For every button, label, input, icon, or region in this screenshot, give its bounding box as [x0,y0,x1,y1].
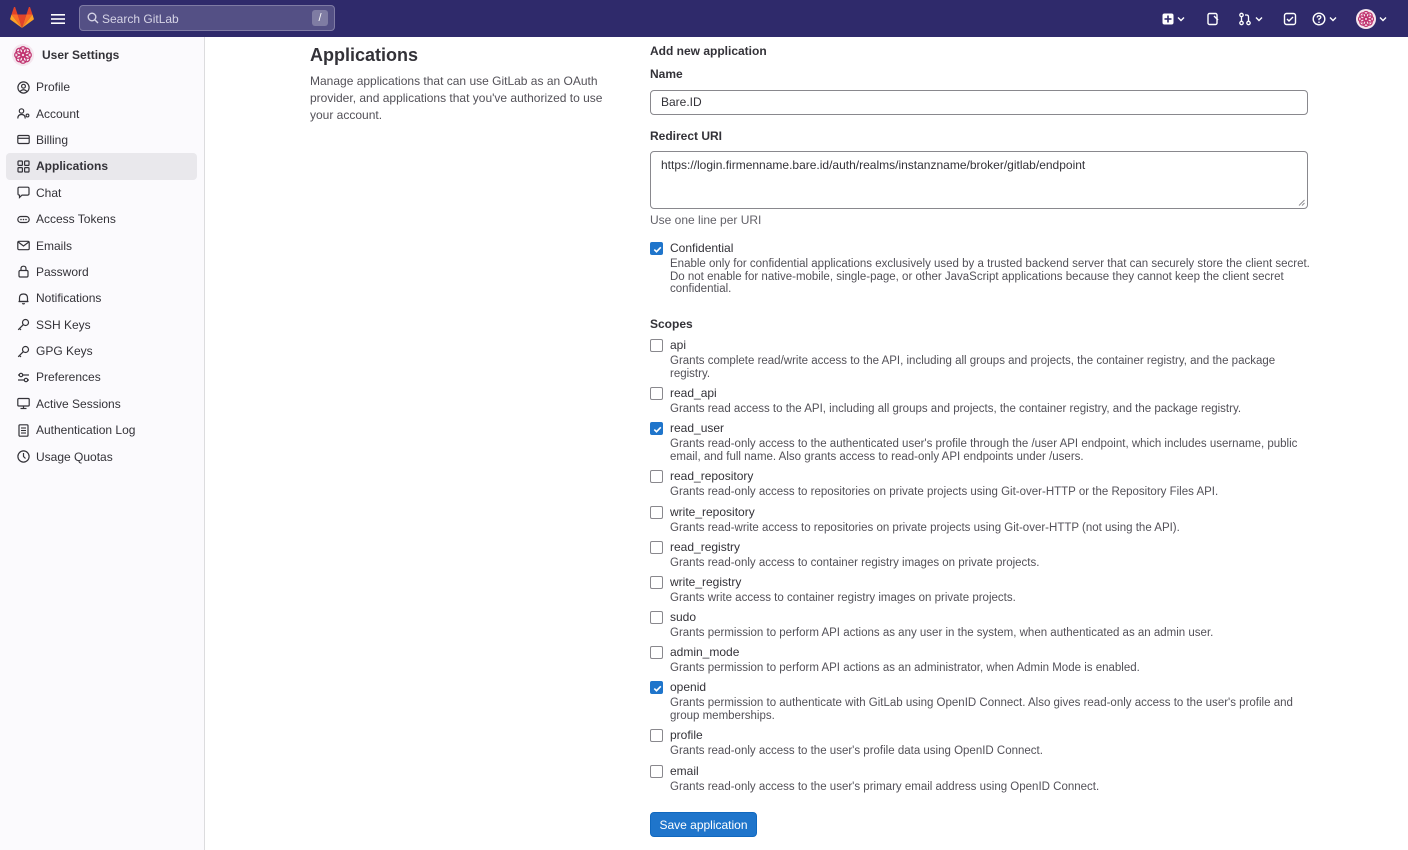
search-bar[interactable] [79,5,335,31]
scope-checkbox-read-registry[interactable] [650,541,663,554]
scope-checkbox-read-user[interactable] [650,422,663,435]
resize-handle-icon[interactable] [1298,199,1305,206]
scope-description: Grants permission to perform API actions as an administrator, when Admin Mode is enabled. [670,662,1140,674]
avatar [1356,9,1376,29]
check-icon [652,683,663,694]
sidebar-item-access-tokens[interactable] [6,206,197,232]
sidebar-item-usage-quotas[interactable] [6,443,197,469]
billing-icon [16,133,30,147]
quota-icon [16,450,30,464]
sidebar-nav [6,74,197,470]
sidebar [0,37,205,850]
sidebar-item-preferences[interactable] [6,364,197,390]
scope-description: Grants read-only access to container registry images on private projects. [670,557,1040,569]
page-title: Applications [310,45,419,65]
bell-icon [16,291,30,305]
search-shortcut-key: / [312,10,328,26]
sidebar-item-notifications[interactable] [6,285,197,311]
scope-description: Grants read-only access to the user's primary email address using OpenID Connect. [670,781,1100,793]
chevron-down-icon [1177,15,1185,23]
check-icon [652,424,663,435]
page-description: Manage applications that can use GitLab as an OAuth provider, and applications that you've authorized to use your account. [310,74,603,122]
search-placeholder: Search GitLab [102,12,179,26]
sidebar-item-label: Profile [36,80,71,95]
sidebar-item-label: Authentication Log [36,423,136,438]
chevron-down-icon [1255,15,1263,23]
scope-description: Grants read-only access to the user's profile data using OpenID Connect. [670,745,1043,757]
sidebar-item-label: Billing [36,132,69,147]
scope-name[interactable]: api [670,338,687,352]
scope-description: Grants read-write access to repositories on private projects using Git-over-HTTP (not using the API). [670,522,1180,534]
hamburger-menu-icon[interactable] [48,9,68,29]
name-label: Name [650,67,683,81]
form-heading: Add new application [650,44,767,58]
scope-name[interactable]: read_user [670,421,725,435]
gitlab-logo-icon[interactable] [10,7,34,29]
chevron-down-icon [1379,15,1387,23]
profile-icon [16,80,30,94]
merge-request-icon [1238,12,1252,26]
sidebar-context-title: User Settings [42,48,120,62]
issues-icon[interactable] [1206,0,1220,37]
confidential-description: Enable only for confidential applications exclusively used by a trusted backend server that can securely store the client secret. Do not enable for native-mobile, single-page, or other JavaScript applications because they cannot keep the client secret confidential. [670,258,1310,296]
sidebar-item-active-sessions[interactable] [6,391,197,417]
preferences-icon [16,370,30,384]
sidebar-item-label: Active Sessions [36,396,121,411]
sidebar-item-gpg-keys[interactable] [6,338,197,364]
scope-name[interactable]: sudo [670,610,697,624]
sidebar-item-label: Chat [36,185,62,200]
sidebar-context-header[interactable] [12,43,119,67]
scope-checkbox-sudo[interactable] [650,611,663,624]
save-application-button[interactable]: Save application [650,812,757,837]
scope-checkbox-email[interactable] [650,765,663,778]
help-menu-button[interactable] [1312,0,1337,37]
confidential-label[interactable]: Confidential [670,241,734,255]
mail-icon [16,239,30,253]
sidebar-item-label: Notifications [36,291,102,306]
redirect-uri-help: Use one line per URI [650,213,762,227]
scope-checkbox-read-api[interactable] [650,387,663,400]
scope-name[interactable]: read_api [670,386,717,400]
scope-name[interactable]: read_repository [670,469,754,483]
key-icon [16,318,30,332]
main-content [205,37,1408,850]
scope-name[interactable]: write_repository [670,505,755,519]
scope-checkbox-admin-mode[interactable] [650,646,663,659]
scope-description: Grants read access to the API, including all groups and projects, the container registry, and the package registry. [670,403,1242,415]
sidebar-item-billing[interactable] [6,127,197,153]
scope-name[interactable]: write_registry [670,575,742,589]
redirect-uri-value: https://login.firmenname.bare.id/auth/realms/instanzname/broker/gitlab/endpoint [661,158,1086,172]
sidebar-item-chat[interactable] [6,180,197,206]
sidebar-item-label: Password [36,264,89,279]
merge-requests-button[interactable] [1238,0,1263,37]
scope-name[interactable]: openid [670,680,707,694]
sidebar-item-account[interactable] [6,100,197,126]
sidebar-item-emails[interactable] [6,232,197,258]
new-menu-button[interactable] [1162,0,1185,37]
scope-checkbox-api[interactable] [650,339,663,352]
scope-name[interactable]: admin_mode [670,645,740,659]
sidebar-item-label: Access Tokens [36,212,116,227]
key-icon [16,344,30,358]
token-icon [16,212,30,226]
scope-checkbox-read-repository[interactable] [650,470,663,483]
sidebar-item-label: Usage Quotas [36,449,113,464]
scope-checkbox-openid[interactable] [650,681,663,694]
scope-description: Grants permission to authenticate with GitLab using OpenID Connect. Also gives read-only access to the user's profile and group memberships. [670,697,1293,722]
log-icon [16,423,30,437]
sidebar-item-authentication-log[interactable] [6,417,197,443]
scope-checkbox-write-registry[interactable] [650,576,663,589]
scope-description: Grants permission to perform API actions as any user in the system, when authenticated as an admin user. [670,627,1214,639]
scope-description: Grants read-only access to the authenticated user's profile through the /user API endpoint, which includes username, public email, and full name. Also grants access to read-only API endpoints under /users. [670,438,1298,463]
sidebar-item-label: SSH Keys [36,317,91,332]
question-icon [1312,12,1326,26]
sidebar-item-label: Applications [36,159,109,174]
user-menu-button[interactable] [1356,0,1387,37]
sidebar-item-label: GPG Keys [36,344,93,359]
scope-description: Grants write access to container registry images on private projects. [670,592,1016,604]
account-icon [16,107,30,121]
sidebar-item-label: Emails [36,238,73,253]
user-avatar-icon [12,44,34,66]
sidebar-item-profile[interactable] [6,74,197,100]
lock-icon [16,265,30,279]
check-icon [652,244,663,255]
sidebar-item-applications[interactable] [6,153,197,179]
scope-description: Grants read-only access to repositories on private projects using Git-over-HTTP or the Repository Files API. [670,486,1219,498]
scopes-label: Scopes [650,317,693,331]
scope-checkbox-write-repository[interactable] [650,506,663,519]
sidebar-item-password[interactable] [6,259,197,285]
scope-name[interactable]: read_registry [670,540,741,554]
monitor-icon [16,397,30,411]
applications-icon [16,159,30,173]
redirect-uri-textarea[interactable] [650,151,1308,209]
search-icon [87,12,99,24]
chevron-down-icon [1329,15,1337,23]
sidebar-item-ssh-keys[interactable] [6,312,197,338]
todo-icon[interactable] [1283,0,1297,37]
scope-description: Grants complete read/write access to the API, including all groups and projects, the container registry, and the package registry. [670,355,1276,380]
sidebar-item-label: Account [36,106,80,121]
name-input[interactable]: Bare.ID [650,90,1308,115]
scope-name[interactable]: email [670,764,699,778]
sidebar-item-label: Preferences [36,370,101,385]
top-bar [0,0,1408,37]
redirect-uri-label: Redirect URI [650,129,723,143]
scope-name[interactable]: profile [670,728,703,742]
scope-checkbox-profile[interactable] [650,729,663,742]
chat-icon [16,186,30,200]
confidential-checkbox[interactable] [650,242,663,255]
plus-square-icon [1162,13,1174,25]
